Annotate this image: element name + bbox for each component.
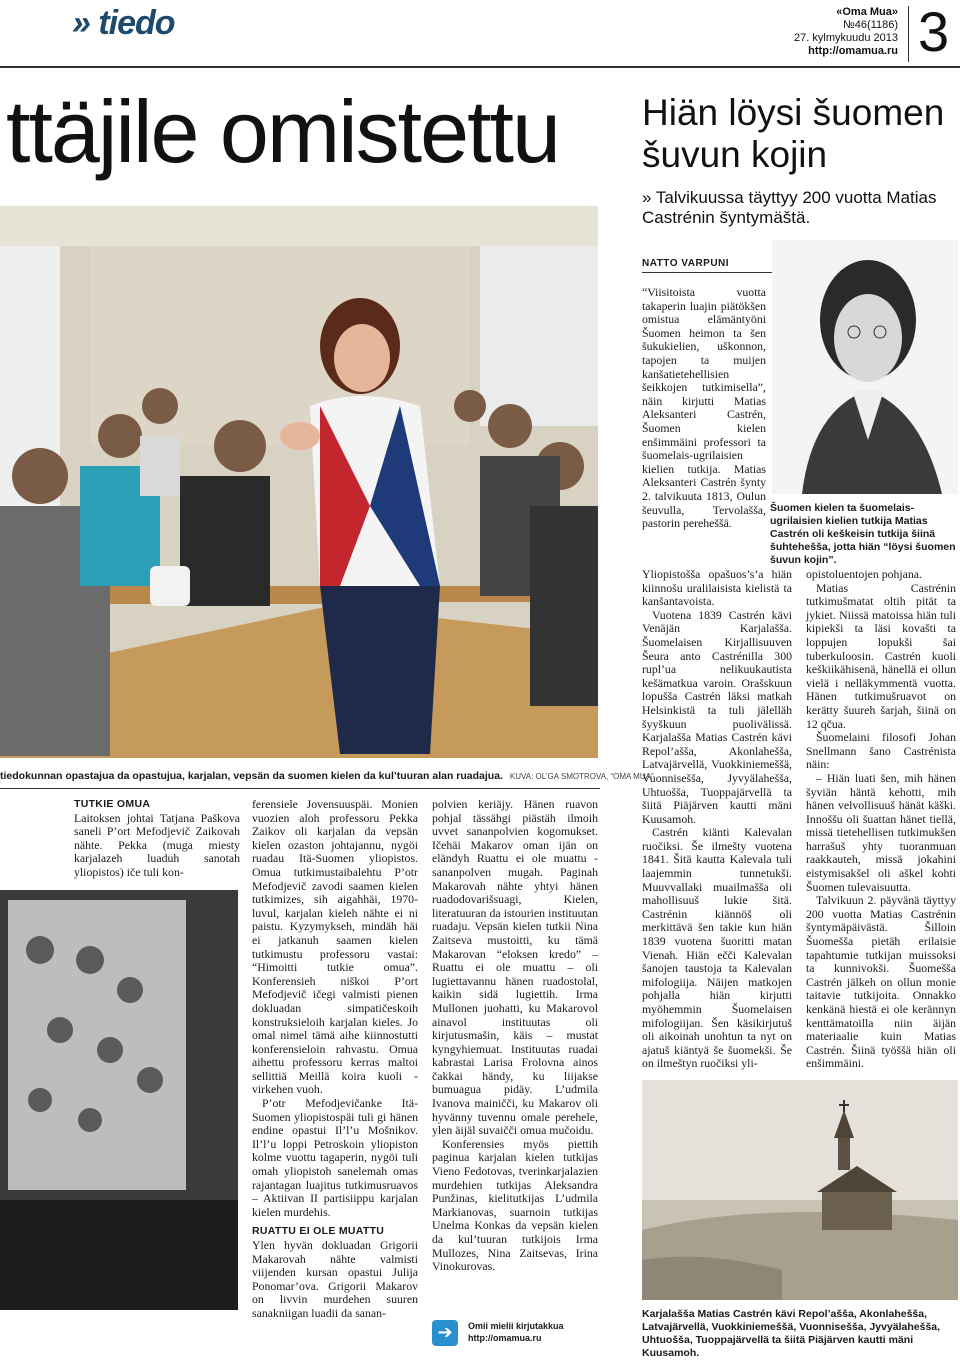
right-col2-p3: Šuomelaini filosofi Johan Snellmann šano Castrénista näin: <box>806 730 956 772</box>
church-photo <box>642 1080 958 1300</box>
right-col1-p1: Yliopistošša opašuos’s’a hiän kiinnošu uralilaisista kielistä ta kanšantavoista. <box>642 567 792 609</box>
promo-arrow-icon: ➔ <box>432 1320 458 1346</box>
article-title-line2: šuvun kojin <box>642 134 828 175</box>
historical-group-photo <box>0 890 238 1310</box>
right-col1-p3: Castrén kiänti Kalevalan ruočiksi. Še ilmešty vuotena 1841. Šitä kautta Kalevala tuli laajemmin tunnetukši. Muuvvallaki muailmašša oli mahollisuuš lukie šitä. Castrénin kiännöš oli merkittävä šen takie kun hiän 1839 vuotena šuoritti matan Vienah. Hiän ečči Kalevalan šanojen taustoja ta Kalevalan mifologiija. Näijen matkojen pohjalla hiän kirjutti myöhemmin Šuomelaisen mifologiijan. Šen käsikirjutuš oli aikoinah unohtun ta nyt on ajatuš kiäntyä še šuomekši. Še on ilmeštyn ruočiksi yli- <box>642 825 792 1071</box>
right-col1-p2: Vuotena 1839 Castrén kävi Venäjän Karjalašša. Šuomelaisen Kirjallisuuven Šeura anto Castrénilla 300 rupl’ua nelikuukautista kešämatkua varoin. Orašskuun lopušša Castrén läksi matkah Helsinkistä ta tuli jälelläh šyyškuun puolivälissä. Karjalašša Matias Castrén kävi Repol’ašša, Akonlahešša, Latvajärvellä, Vuokkiniemeššä, Vuonnisešša, Jyvyälahešša, Uhtuošša, Tuoppajärvellä ta šiitä Piäjärven kautti mäni Kuusamoh. <box>642 607 792 826</box>
historical-photo-art <box>0 890 238 1310</box>
right-col2-p5: Talvikuun 2. päyvänä täyttyy 200 vuotta Matias Castrénin šyntymäpäivästä. Šilloin Šuomešša pietäh erilaisie tapahtumie tutkijan muissoksi ta kunnivokši. Šuomešša Castrén jälkeh on ollun monie taitavie tutkijoita. Onnakko kenkänä hiestä ei ole kerännyn kenttämatoilla niin äijän materiaalie kuin Matias Castrén. Šiinä työššä hiän oli enšimmäini. <box>806 893 956 1071</box>
right-col2-p2: Matias Castrénin tutkimušmatat oltih pität ta jykiet. Niissä matoissa hiän tuli kipiekši ta läsi kovašti ta loppujen lopukši šai tuberkuloosin. Castrén kuoli keškiikähisenä, hänellä ei ollun vielä i nelläkymmentä vuotta. Hänen tutkimušruavot on kerätty šuureh šarjah, šiinä on 12 qčua. <box>806 580 956 731</box>
church-photo-art <box>642 1080 958 1300</box>
left-col3b-text: Konferensies myös piettih paginua karjalan kielen tutkijas Vieno Fedotovas, tverinkarjalazien murdehien tutkijas Aleksandra Punžinas, kielitutkijas L’udmila Markianovas, suarnoin tutkijas Unelma Konkas da vepsän kielen da kul’tuuran tutkijois Irma Mullozes, Nina Zaitsevas, Irina Vinokurovas. <box>432 1136 598 1274</box>
promo-line1: Omii mielii kirjutakkua <box>468 1321 564 1331</box>
right-col1-intro-text: “Viisitoista vuotta takaperin luajin piätökšen omistua elämäntyöni Šuomen heimon ta šen šukukielien, uškonnon, tapojen ta muijen kanšatietehellisien šeikkojen tutkimisella”, näin kirjutti Matias Aleksanteri Castrén, Šuomen kielen enšimmäini professori ta šuomelais-ugrilaisien kielien tutkija. Matias Aleksanteri Castrén šynty 2. talvikuuta 1813, Oulun šeuvulla, Tervolašša, pastorin pereheššä. <box>642 285 766 531</box>
subheading-ruattu: RUATTU EI OLE MUATTU <box>252 1225 385 1238</box>
issue-date: 27. kylmykuudu 2013 <box>794 32 898 44</box>
left-article-col1 <box>74 798 240 880</box>
left-article-col2 <box>252 798 418 1321</box>
page-number: 3 <box>918 0 950 63</box>
subheading-tutkie-omua: TUTKIE OMUA <box>74 798 151 810</box>
photo-caption-text: tiedokunnan opastajua da opastujua, karjalan, vepsän da suomen kielen da kul’tuuran alan ruadajua. <box>0 770 503 782</box>
article-title <box>642 92 944 176</box>
left-col2-text: ferensiele Jovensuuspäi. Monien vuozien aloh professoru Pekka Zaikov oli karjalan da vepsän kielen ozaston johtajannu, nygöi ruadau Itä-Suomen yliopistos. Omua tutkimustaibalehtu P’otr Mefodjevič zavodi saamen kielen tutkimizes, sih aigahhäi, 1970-luvul, karjalan kieleh nähte ei ni paistu. Kyzymykseh, mindäh häi ei jatkanuh saamen kielen tutkimustu professoru vastai: “Himoitti tutkie omua”. Konferensieh niškoi P’ort Mefodjevič ičegi valmisti pienen dokluadan simpatičeskoih konstruksieloih karjalan kieles. Jo omal nimel tämä aihe kiinnostutti konferensieloin rahvastu. Omua aihettu professoru kerras maltoi sellittiä Meillä koira kuoli -virkehen vuoh. <box>252 797 418 1097</box>
masthead-info <box>760 6 898 58</box>
promo-url[interactable]: http://omamua.ru <box>468 1333 542 1343</box>
right-col1-intro <box>642 286 766 531</box>
left-col1-text: Laitoksen johtai Tatjana Paškova saneli P’ort Mefodjevič Zaikovah nähte. Pekka (muga miesty karjalazeh luaduh sanotah yliopistos) iče tuli kon- <box>74 810 240 879</box>
section-label: » tiedo <box>72 4 175 42</box>
header-rule <box>0 66 960 68</box>
church-caption: Karjalašša Matias Castrén kävi Repol’ašša, Akonlahešša, Latvajärvellä, Vuokkiniemeššä, Vuonnisešša, Jyvyälahešša, Uhtuošša, Tuoppajärvellä ta šiitä Piäjärven kautti mäni Kuusamoh. <box>642 1308 941 1359</box>
castren-portrait <box>772 240 958 494</box>
paper-url[interactable]: http://omamua.ru <box>808 45 898 57</box>
right-col2-p1: opistoluentojen pohjana. <box>806 567 922 581</box>
article-lead: » Talvikuussa täyttyy 200 vuotta Matias Castrénin šyntymäštä. <box>642 188 937 227</box>
caption-rule <box>0 788 600 789</box>
classroom-photo <box>0 206 598 758</box>
right-col2 <box>806 568 956 1071</box>
paper-name: «Oma Mua» <box>836 6 898 18</box>
classroom-photo-art <box>0 206 598 758</box>
portrait-art <box>772 240 958 494</box>
issue-number: №46(1186) <box>842 19 898 31</box>
author-rule <box>642 272 792 273</box>
header-divider <box>908 6 909 62</box>
left-article-col3 <box>432 798 598 1274</box>
article-title-line1: Hiän löysi šuomen <box>642 92 945 133</box>
right-col2-p4: – Hiän luati šen, mih hänen šyviän häntä kehotti, mih hänen velvollisuuš hänät käški. Innoššu oli šuattan hänet tiellä, missä tietehellisen tutkimukšen harrašuš yhty tuoranmuan raakkauteh, missä jokahini eistymisakšel oli aškel kohti Šuomen tulevaisuutta. <box>806 770 956 894</box>
portrait-caption: Šuomen kielen ta šuomelais-ugrilaisien kielien tutkija Matias Castrén oli keškeisin tutkija šiinä šuhtehešša, jotta hiän “löysi šuomen šuvun kojin”. <box>770 502 956 566</box>
photo-caption <box>0 770 654 782</box>
left-col2b-text: P’otr Mefodjevičanke Itä-Suomen yliopistospäi tuli gi hänen endine opastui Il’l’u Mošnikov. Il’l’u loppi Petroskoin yliopiston kolme vuottu tagaperin, nygöi tuli omah yliopistoh sanelemah omas rajantagan luajitus tutkimusruavos – Aktiivan II partisiippu karjalan kielen murdehis. <box>252 1096 418 1219</box>
left-col3-text: polvien keriäjy. Hänen ruavon pohjal tässähgi piästäh ilmoih uvvet sananpolvien kogomukset. Ičehäi Makarov oman ijän on eländyh Ruattu ei ole muattu -sananpolven mugah. Paginah Makarovah nähte yhtyi hänen ruadodovarišsuagi, Kielen, literatuuran da istourien instituutan ruadaju. Vepsän kielen tutkii Nina Zaitseva mustoitti, ku tämä Makarovan “eloksen kredo” – Ruattu ei ole muattu – oli lugiettavannu hänen ruadostolal, kaikin sidä lugiettih. Irma Mullonen juohatti, ku Makarovol ainavol instituutas oli kirjutusmašin, käis – mustat kyngyhiemuat. Instituutas ruadai kabrastai Larisa Frolovna ainos čakkai händy, ku liijakse bumuagua pidäy. L’udmila Ivanova mainičči, ku Makarov oli hyvänny tuvennu omale perehele, ylen äijäl suvaičči omua mučoidu. <box>432 797 598 1138</box>
photo-credit: KUVA: OL’GA SMOTROVA, “OMA MUA” <box>509 772 654 781</box>
left-headline: ttäjile omistettu <box>6 82 559 181</box>
promo-box[interactable] <box>432 1318 598 1348</box>
promo-text <box>468 1320 564 1344</box>
article-author: NATTO VARPUNI <box>642 258 730 269</box>
left-col2c-text: Ylen hyvän dokluadan Grigorii Makarovah nähte valmisti viijenden kursan opastui Julija Ponomar’ova. Grigorii Makarov on livvin murdehen suuren sanakniigan luadii da sanan- <box>252 1238 418 1320</box>
right-col1-rest <box>642 568 792 1071</box>
